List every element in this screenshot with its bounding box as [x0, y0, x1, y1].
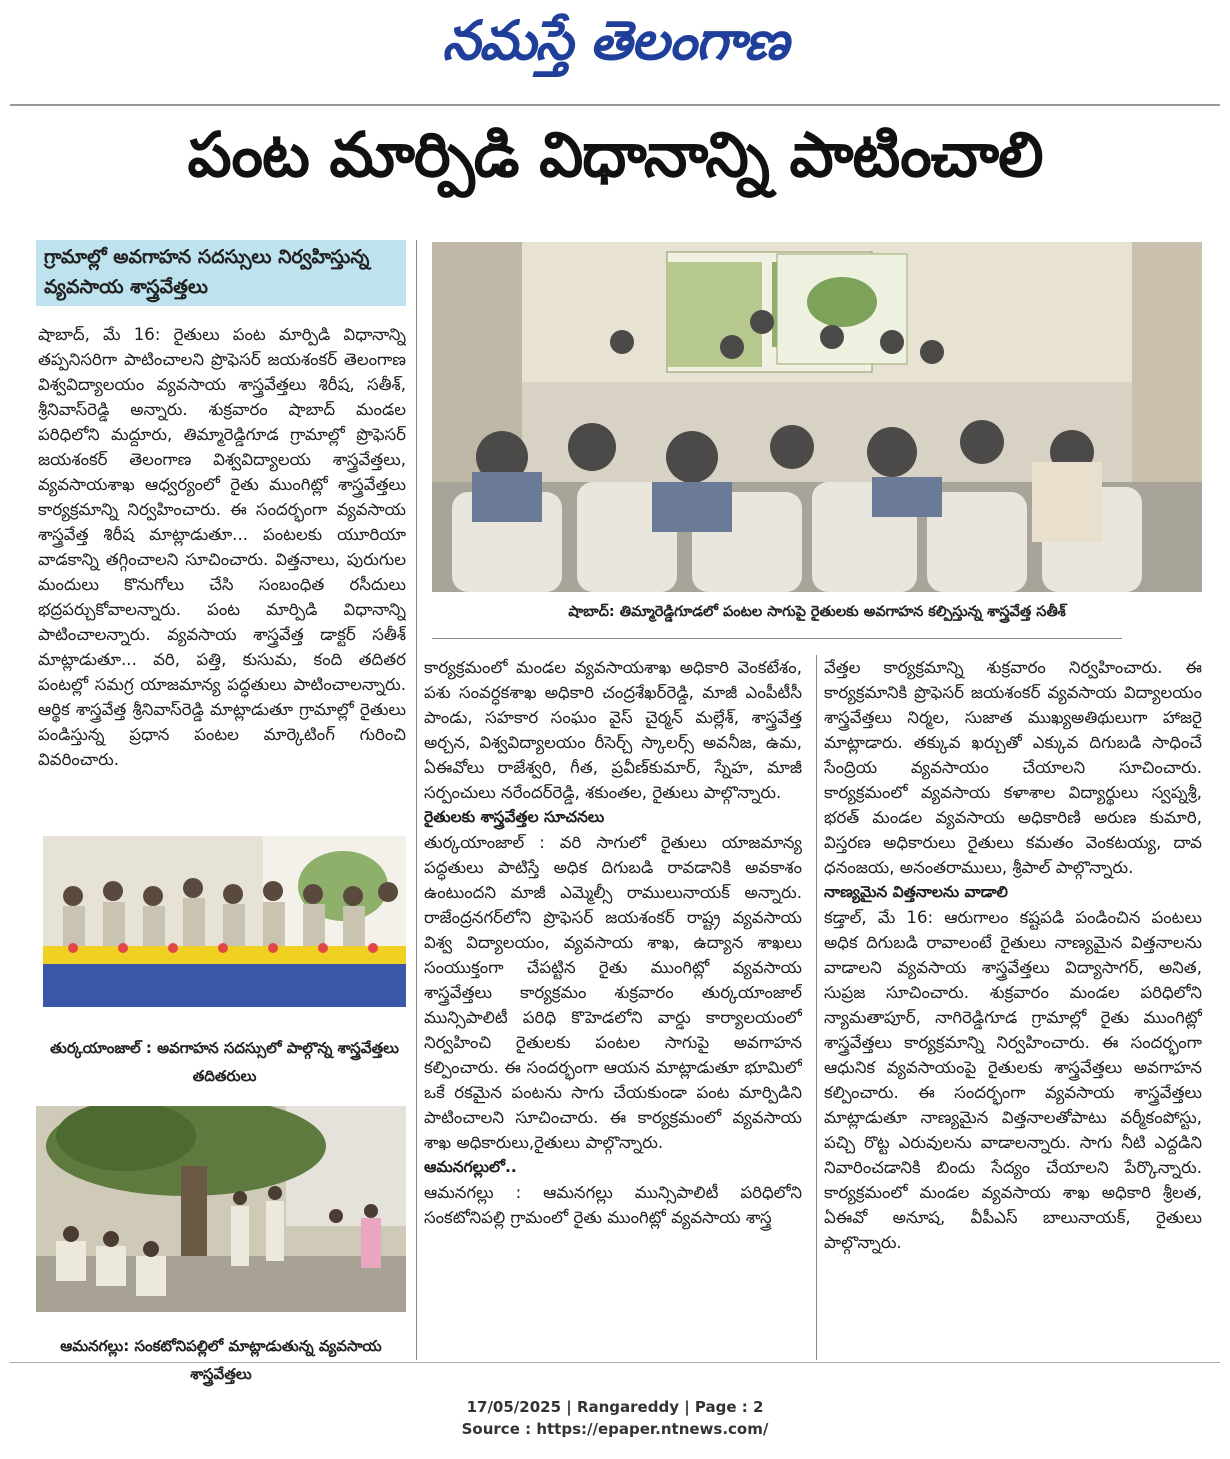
main-photo-caption: షాబాద్: తిమ్మారెడ్డిగూడలో పంటల సాగుపై రైతులకు అవగాహన కల్పిస్తున్న శాస్త్రవేత్త సతీశ్	[568, 604, 1066, 620]
column-divider-left	[416, 240, 417, 1360]
caption-divider	[432, 638, 1122, 639]
masthead-divider	[10, 104, 1220, 106]
col3-subhead: నాణ్యమైన విత్తనాలను వాడాలి	[824, 883, 1008, 901]
subhead-box: గ్రామాల్లో అవగాహన సదస్సులు నిర్వహిస్తున్న వ్యవసాయ శాస్త్రవేత్తలు	[36, 240, 406, 306]
photo-turkayamjal	[43, 836, 406, 1007]
masthead: నమస్తే తెలంగాణ	[442, 8, 788, 72]
headline: పంట మార్పిడి విధానాన్ని పాటించాలి	[187, 118, 1043, 191]
column-1-text	[38, 322, 406, 830]
footer	[0, 1396, 1230, 1440]
photo3-caption: ఆమనగల్లు: సంకటోనిపల్లిలో మాట్లాడుతున్న వ్యవసాయ శాస్త్రవేత్తలు	[60, 1337, 382, 1383]
main-photo	[432, 242, 1202, 592]
column-2-text	[424, 655, 802, 1360]
column-divider-right	[816, 655, 817, 1360]
footer-source[interactable]: Source : https://epaper.ntnews.com/	[461, 1420, 769, 1438]
col3-paragraph-2: కడ్తాల్, మే 16: ఆరుగాలం కష్టపడి పండించిన పంటలు అధిక దిగుబడి రావాలంటే రైతులు నాణ్యమైన విత్తనాలను వాడాలని వ్యవసాయ శాస్త్రవేత్తలు విద్యాసాగర్, అనిత, సుప్రజ సూచించారు. శుక్రవారం మండల పరిధిలోని న్యామతాపూర్, నాగిరెడ్డిగూడ గ్రామాల్లో రైతు ముంగిట్లో శాస్త్రవేత్తలు కార్యక్రమాన్ని నిర్వహించారు. ఈ సందర్భంగా ఆధునిక వ్యవసాయంపై రైతులకు శాస్త్రవేత్తలు అవగాహన కల్పించారు. ఈ సందర్భంగా వ్యవసాయ శాస్త్రవేత్తలు మాట్లాడుతూ నాణ్యమైన విత్తనాలతోపాటు వర్మీకంపోస్టు, పచ్చి రొట్ట ఎరువులను వాడాలన్నారు. సాగు నీటి ఎద్దడిని నివారించడానికి బిందు సేద్యం చేయాలని పేర్కొన్నారు. కార్యక్రమంలో మండల వ్యవసాయ శాఖ అధికారి శ్రీలత, ఏఈవో అనూష, వీపీఎస్ బాలునాయక్, రైతులు పాల్గొన్నారు.	[824, 908, 1202, 1252]
col2-subhead-1: రైతులకు శాస్త్రవేత్తల సూచనలు	[424, 808, 605, 826]
meeting-photo-illustration	[432, 242, 1202, 592]
col3-paragraph-1: వేత్తల కార్యక్రమాన్ని శుక్రవారం నిర్వహించారు. ఈ కార్యక్రమానికి ప్రొఫెసర్ జయశంకర్ వ్యవసాయ విద్యాలయం శాస్త్రవేత్తలు నిర్మల, సుజాత ముఖ్యఅతిథులుగా హాజరై మాట్లాడారు. తక్కువ ఖర్చుతో ఎక్కువ దిగుబడి సాధించే సేంద్రియ వ్యవసాయం చేయాలని సూచించారు. కార్యక్రమంలో వ్యవసాయ కళాశాల విద్యార్థులు స్వప్నశ్రీ, భరత్ మండల వ్యవసాయ అధికారిణి అరుణ కుమారి, విస్తరణ అధికారులు రైతులు కమతం వెంకటయ్య, దావ ధనంజయ, అనంతరాములు, శ్రీపాల్ పాల్గొన్నారు.	[824, 658, 1202, 877]
bottom-divider	[10, 1362, 1220, 1363]
photo-amangal	[36, 1106, 406, 1312]
col1-paragraph: షాబాద్, మే 16: రైతులు పంట మార్పిడి విధానాన్ని తప్పనిసరిగా పాటించాలని ప్రొఫెసర్ జయశంకర్ తెలంగాణ విశ్వవిద్యాలయం వ్యవసాయ శాస్త్రవేత్తలు శిరీష, సతీశ్, శ్రీనివాస్‌రెడ్డి అన్నారు. శుక్రవారం షాబాద్ మండల పరిధిలోని మద్దూరు, తిమ్మారెడ్డిగూడ గ్రామాల్లో ప్రొఫెసర్ జయశంకర్ తెలంగాణ విశ్వవిద్యాలయ శాస్త్రవేత్తలు, వ్యవసాయశాఖ ఆధ్వర్యంలో రైతు ముంగిట్లో శాస్త్రవేత్తలు కార్యక్రమాన్ని నిర్వహించారు. ఈ సందర్భంగా వ్యవసాయ శాస్త్రవేత్త శిరీష మాట్లాడుతూ... పంటలకు యూరియా వాడకాన్ని తగ్గించాలని సూచించారు. విత్తనాలు, పురుగుల మందులు కొనుగోలు చేసి సంబంధిత రసీదులు భద్రపర్చుకోవాలన్నారు. పంట మార్పిడి విధానాన్ని పాటించాలన్నారు. వ్యవసాయ శాస్త్రవేత్త డాక్టర్ సతీశ్ మాట్లాడుతూ... వరి, పత్తి, కుసుమ, కంది తదితర పంటల్లో సమగ్ర యాజమాన్య పద్ధతులు పాటించాలన్నారు. ఆర్థిక శాస్త్రవేత్త శ్రీనివాస్‌రెడ్డి మాట్లాడుతూ గ్రామాల్లో రైతులు పండిస్తున్న ప్రధాన పంటల మార్కెటింగ్ గురించి వివరించారు.	[38, 325, 406, 769]
footer-date-edition: 17/05/2025 | Rangareddy | Page : 2	[466, 1398, 764, 1416]
village-meeting-illustration	[36, 1106, 406, 1312]
col2-paragraph-3: ఆమనగల్లు : ఆమనగల్లు మున్సిపాలిటీ పరిధిలోని సంకటోనిపల్లి గ్రామంలో రైతు ముంగిట్లో వ్యవసాయ శాస్త్ర	[424, 1183, 802, 1227]
column-3-text	[824, 655, 1202, 1360]
col2-paragraph-1: కార్యక్రమంలో మండల వ్యవసాయశాఖ అధికారి వెంకటేశం, పశు సంవర్ధకశాఖ అధికారి చంద్రశేఖర్‌రెడ్డి, మాజీ ఎంపీటీసీ పాండు, సహకార సంఘం వైస్ చైర్మన్ మల్లేశ్, శాస్త్రవేత్త అర్చన, విశ్వవిద్యాలయం రీసెర్చ్ స్కాలర్స్ అవనీజ, ఉమ, ఏఈవోలు రాజేశ్వరి, గీత, ప్రవీణ్‌కుమార్, స్నేహ, మాజీ సర్పంచులు నరేందర్‌రెడ్డి, శకుంతల, రైతులు పాల్గొన్నారు.	[424, 658, 802, 802]
group-photo-illustration	[43, 836, 406, 1007]
col2-paragraph-2: తుర్కయాంజాల్ : వరి సాగులో రైతులు యాజమాన్య పద్ధతులు పాటిస్తే అధిక దిగుబడి రావడానికి అవకాశం ఉంటుందని మాజీ ఎమ్మెల్సీ రాములునాయక్ అన్నారు. రాజేంద్రనగర్‌లోని ప్రొఫెసర్ జయశంకర్ రాష్ట్ర వ్యవసాయ విశ్వ విద్యాలయం, వ్యవసాయ శాఖ, ఉద్యాన శాఖలు సంయుక్తంగా చేపట్టిన రైతు ముంగిట్లో వ్యవసాయ శాస్త్రవేత్తలు కార్యక్రమం శుక్రవారం తుర్కయాంజాల్ మున్సిపాలిటీ పరిధి కొహెడలోని వార్డు కార్యాలయంలో నిర్వహించి రైతులకు పంటల సాగుపై అవగాహన కల్పించారు. ఈ సందర్భంగా ఆయన మాట్లాడుతూ భూమిలో ఒకే రకమైన పంటను సాగు చేయకుండా పంట మార్పిడిని పాటించాలని సూచించారు. ఈ కార్యక్రమంలో వ్యవసాయ శాఖ అధికారులు,రైతులు పాల్గొన్నారు.	[424, 833, 802, 1152]
photo2-caption: తుర్కయాంజాల్ : అవగాహన సదస్సులో పాల్గొన్న శాస్త్రవేత్తలు తదితరులు	[49, 1039, 400, 1085]
col2-subhead-2: ఆమనగల్లులో..	[424, 1158, 517, 1176]
